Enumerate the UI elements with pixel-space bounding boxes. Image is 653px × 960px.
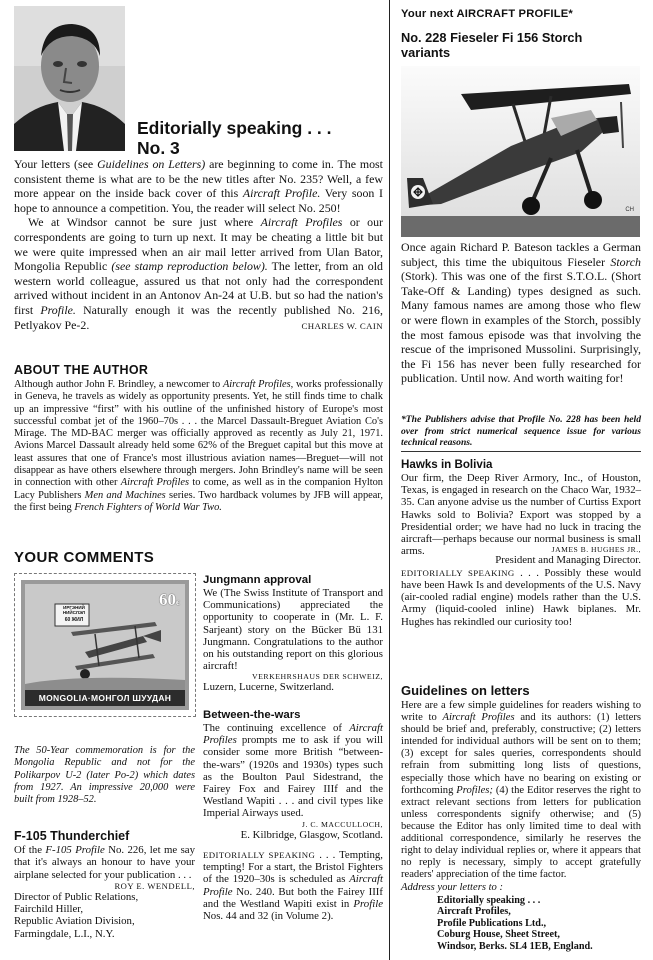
text: Once again Richard P. Bateson tackles a German subject, this time the ubiquitous Fieseler	[401, 240, 641, 269]
text: Naturally enough it was the recently published No. 216, Petlyakov Pe-2.	[14, 302, 383, 332]
text: prompts me to ask if you will consider some more British “between-the-wars” (1920s and 1930s) types such as the Boulton Paul Sidestrand, the Fairey Fox and Fairey IIIf and the Westland Wapiti . . . and civil types like Imperial Airways used.	[203, 734, 383, 820]
text: or our correspondents are going to turn up next. It may be cheating a little bit but we were quite impressed when an air mail letter arrived from Ulan Bator, Mongolia Republic	[14, 215, 383, 274]
address-line: Aircraft Profiles,	[437, 906, 511, 918]
text: Very soon I hope to announce a competition. You, the reader will select No. 250!	[14, 186, 383, 215]
address-line: Coburg House, Sheet Street,	[437, 929, 560, 941]
text-em: Profile	[353, 897, 383, 910]
text: Of the	[14, 844, 46, 856]
editorial-signature: CHARLES W. CAIN	[301, 320, 383, 331]
letter-between-the-wars	[203, 709, 383, 922]
editorial-title	[137, 118, 332, 158]
next-profile-title-line1: No. 228 Fieseler Fi 156 Storch	[401, 30, 583, 45]
letter-hawks-heading: Hawks in Bolivia	[401, 458, 493, 471]
address-line: Republic Aviation Division,	[14, 915, 135, 928]
text-em: Men and Machines	[84, 489, 166, 501]
text-em: Aircraft Profile.	[242, 186, 321, 201]
address-line: Farmingdale, L.I., N.Y.	[14, 927, 115, 940]
text-em: Profiles;	[456, 784, 493, 796]
text-em: Aircraft Profiles,	[222, 379, 294, 390]
letter-f105-signature: ROY E. WENDELL,	[114, 880, 195, 891]
stamp-top-text-2: 60 ЖИЛ	[64, 617, 84, 623]
next-profile-note: *The Publishers advise that Profile No. 228 has been held over from strict numerical sequence issue for various technical reasons.	[401, 414, 641, 449]
text: No. 240. But both the Fairey IIIf and the Westland Wapiti exist in	[203, 885, 383, 910]
about-author-heading: ABOUT THE AUTHOR	[14, 363, 149, 377]
letter-f105-address	[14, 891, 195, 940]
text: to come, as well as in the companion Hylton Lacy Publishers	[14, 477, 383, 501]
stamp-value-number: 60	[159, 590, 176, 609]
letter-hawks-reply	[401, 567, 641, 628]
guidelines-address	[401, 895, 641, 953]
letter-jungmann-location: Luzern, Lucerne, Switzerland.	[203, 681, 335, 694]
editorial-paragraph-1	[14, 157, 383, 215]
address-line: Windsor, Berks. SL4 1EB, England.	[437, 941, 593, 953]
address-line: Profile Publications Ltd.,	[437, 917, 547, 929]
next-profile-title-line2: variants	[401, 45, 451, 60]
text-smallcaps: EDITORIALLY SPEAKING	[401, 567, 515, 578]
letter-f105-text	[14, 844, 195, 881]
next-profile-title	[401, 30, 641, 60]
text: The continuing excellence of	[203, 722, 350, 734]
letter-between-text	[203, 722, 383, 820]
text-em: Profile.	[40, 302, 76, 317]
letter-hawks-text: Our firm, the Deep River Armory, Inc., of Houston, Texas, is engaged in research on the Chaco War, 1932–35. Can anyone advise us the number of Curtiss Export Hawks sold to Bolivia? Export was stopped by a Presidential order; we have had no luck in tracing the aircraft—perhaps because our normal business is small arms.	[401, 472, 641, 558]
your-comments-heading: YOUR COMMENTS	[14, 549, 155, 566]
text: The letter, from an old western world colleague, assured us that not only had the correspondent arrived without incident in an Antonov An-24 at U.B. but so had the nation's first	[14, 259, 383, 317]
text: Your letters (see	[14, 157, 98, 171]
letter-hawks-bolivia	[401, 458, 641, 628]
text: Nos. 44 and 32 (in Volume 2).	[203, 909, 334, 922]
address-line: Editorially speaking . . .	[437, 894, 541, 906]
editorial-body	[14, 157, 383, 333]
stamp-bottom-text: MONGOLIA·МОНГОЛ ШУУДАН	[38, 693, 172, 703]
letter-jungmann-signature: VERKEHRSHAUS DER SCHWEIZ,	[252, 672, 383, 682]
guidelines-address-intro: Address your letters to :	[401, 882, 504, 894]
text: . . . Possibly these would have been Hawk Is and developments of the U.S. Navy (air-cooled radial engine) models rather than the U.S. Army (liquid-cooled inline) Hawk biplanes. Mr. Hughes has rekindled our curiosity too!	[401, 566, 641, 628]
address-line: Director of Public Relations,	[14, 890, 139, 903]
stamp-value	[159, 590, 180, 610]
letter-f105	[14, 829, 195, 940]
text: and its authors: (1) letters should be brief and, preferably, constructive; (2) letters intended for individual authors will be sent on to them; (3) except for sales queries, correspondents should refrain from submitting long lists of questions, especially those which have no bearing on existing or forthcoming	[401, 712, 641, 796]
storch-photo-code: CH	[625, 207, 634, 213]
stamp-top-text: ИРГЭНИЙ НИЙСЛЭЛ	[62, 605, 86, 615]
text: series. Two hardback volumes by JFB will appear, the first being	[14, 489, 384, 513]
text-em: Aircraft Profiles	[120, 477, 190, 489]
text-em: F-105 Profile	[45, 844, 105, 856]
letter-between-heading: Between-the-wars	[203, 709, 301, 721]
about-author-text	[14, 379, 383, 514]
section-rule	[401, 451, 641, 452]
text: No. 226, let me say that it's always an honour to have your airplane selected for your publication . . .	[14, 844, 196, 881]
stamp-currency: ϵ	[176, 597, 180, 607]
text-em: Guidelines on Letters)	[97, 157, 206, 171]
text-em: Aircraft Profiles	[442, 712, 515, 724]
letter-between-reply	[203, 849, 383, 922]
text-em: Aircraft Profiles	[260, 215, 343, 230]
text: . . . Tempting, tempting! For a start, the Bristol Fighters of the 1920–30s is scheduled as	[203, 848, 383, 886]
letter-between-location: E. Kilbridge, Glasgow, Scotland.	[240, 828, 383, 841]
text-em: Storch	[610, 254, 641, 269]
letter-f105-heading: F-105 Thunderchief	[14, 829, 130, 843]
letter-between-signature: J. C. MACCULLOCH,	[301, 819, 383, 829]
text: works professionally in Geneva, he travels as widely as opportunity presents. Yet, he still finds time to chalk up an impressive “first” with his outline of the unfinished history of Europe's most successful combat jet of the 1960–70s . . . the Marcel Dassault-Breguet Aviation Co's Mirage. The MD-BAC merger was officially approved as recently as July 21, 1971. Avions Marcel Dassault already held some 62% of the Breguet capital but this move at least assures that one of France's most illustrious aviation names—Breguet—will not disappear as have others elsewhere through mergers. John Brindley's name will be seen in connection with other	[14, 379, 383, 489]
editorial-title-line2: No. 3	[137, 138, 180, 158]
text: We at Windsor cannot be sure just where	[28, 215, 261, 230]
editorial-title-line1: Editorially speaking . . .	[137, 118, 332, 138]
guidelines-text	[401, 700, 641, 881]
text: (Stork). This was one of the first S.T.O.L. (Short Take-Off & Landing) types designed as such. Many famous names are among those who flew or were flown in examples of the Storch, possibly the most famous episode was that involving the rescue of the imprisoned Mussolini. Surprisingly, the Fi 156 has never been fully researched for publication. Until now. And worth waiting for!	[401, 269, 641, 386]
column-divider	[389, 0, 390, 960]
text-em: (see stamp reproduction below).	[111, 259, 268, 274]
text-smallcaps: EDITORIALLY SPEAKING	[203, 849, 316, 860]
stamp-caption: The 50-Year commemoration is for the Mongolia Republic and not for the Polikarpov U-2 (later Po-2) which dates from 1927. An impressive 20,000 were built from 1928–52.	[14, 745, 195, 806]
editorial-paragraph-2	[14, 215, 383, 332]
text: Here are a few simple guidelines for readers wishing to write to	[401, 700, 641, 724]
letter-jungmann-text: We (The Swiss Institute of Transport and Communications) appreciated the opportunity to cooperate in (Mr. L. F. Sarjeant) story on the Bücker Bü 131 Jungmann. Congratulations to the author on his outstanding report on this glorious aircraft!	[203, 587, 383, 673]
letter-hawks-signature: JAMES B. HUGHES JR.,	[551, 545, 641, 555]
next-profile-kicker: Your next AIRCRAFT PROFILE*	[401, 8, 573, 20]
text-em: Aircraft Profiles	[203, 722, 383, 747]
text: (4) the Editor reserves the right to extract relevant sections from letters for publication unless correspondents signify otherwise; and (5) because the Editor has only limited time to deal with additional correspondence, similarly he reserves the right to delay individual replies or, where it appears that no reply is necessary, simply to accept gratefully readers' appreciation of the time factor.	[401, 784, 641, 881]
letter-jungmann-heading: Jungmann approval	[203, 574, 312, 586]
address-line: Fairchild Hiller,	[14, 903, 84, 916]
text-em: French Fighters of World War Two.	[74, 501, 222, 513]
storch-photo	[401, 66, 640, 237]
letter-hawks-signature-title: President and Managing Director.	[495, 554, 641, 567]
text-em: Aircraft Profile	[203, 873, 383, 898]
guidelines-heading: Guidelines on letters	[401, 683, 530, 698]
author-portrait	[14, 6, 125, 151]
mongolia-stamp	[14, 573, 196, 717]
text: are beginning to come in. The most consistent theme is what are to be the new titles after No. 235? Well, a few more appear on the inside back cover of this	[14, 157, 383, 201]
text: Although author John F. Brindley, a newcomer to	[14, 379, 223, 390]
next-profile-text	[401, 240, 641, 386]
next-profile	[401, 8, 641, 60]
guidelines-section	[401, 683, 641, 953]
letter-jungmann	[203, 574, 383, 694]
